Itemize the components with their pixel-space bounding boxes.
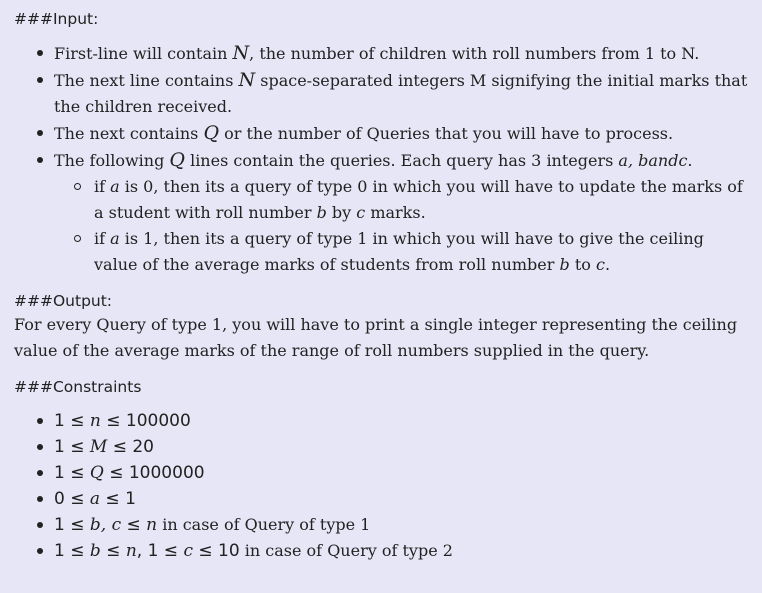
- math-var: c: [356, 203, 366, 222]
- item-text: or the number of Queries that you will have to process.: [219, 124, 674, 143]
- output-heading: ###Output:: [14, 292, 113, 310]
- constraint-text: ≤ 1: [100, 489, 136, 509]
- math-var: b: [89, 541, 101, 561]
- math-var: M: [89, 437, 108, 457]
- math-var: a: [89, 489, 101, 509]
- math-var: a: [110, 229, 120, 248]
- input-item-marks: [14, 67, 750, 120]
- query-type-1: [54, 226, 750, 278]
- constraints-heading: ###Constraints: [14, 378, 142, 396]
- constraint-text: 1 ≤: [54, 515, 90, 535]
- item-text: is 1, then its a query of type 1 in which you will have to give the ceiling value of the average marks of students from roll number: [94, 229, 704, 274]
- constraint-bc-type2: [14, 538, 750, 564]
- item-text: is 0, then its a query of type 0 in which you will have to update the marks of a student with roll number: [94, 177, 743, 222]
- input-heading: ###Input:: [14, 10, 99, 28]
- constraint-text: 1 ≤: [54, 463, 90, 483]
- constraint-text: 1 ≤: [54, 411, 90, 431]
- constraint-text: , 1 ≤: [136, 541, 184, 561]
- item-text: The next line contains: [54, 71, 239, 90]
- item-text: if: [94, 177, 111, 196]
- constraint-bc-type1: [14, 512, 750, 538]
- query-types-list: [54, 174, 750, 278]
- constraint-n: [14, 408, 750, 434]
- math-var: c: [183, 541, 193, 561]
- item-text: marks.: [365, 203, 426, 222]
- constraint-text: ≤ 1000000: [103, 463, 205, 483]
- item-text: , the number of children with roll numbers from 1 to N.: [249, 44, 700, 63]
- item-text: lines contain the queries. Each query has 3 integers: [184, 151, 619, 170]
- output-description: For every Query of type 1, you will have to print a single integer representing the ceiling value of the average marks of the range of roll numbers supplied in the query.: [14, 315, 738, 360]
- constraint-text: 1 ≤: [54, 541, 90, 561]
- input-item-queries: [14, 147, 750, 278]
- constraint-text: in case of Query of type 1: [157, 515, 371, 534]
- item-text: The following: [54, 151, 170, 170]
- item-text: First-line will contain: [54, 44, 233, 63]
- constraint-text: ≤ 100000: [100, 411, 191, 431]
- math-var: Q: [203, 122, 220, 144]
- math-var: b, c: [89, 515, 122, 535]
- item-text: to: [569, 255, 596, 274]
- item-text: The next contains: [54, 124, 204, 143]
- item-text: by: [326, 203, 357, 222]
- constraint-text: ≤: [100, 541, 126, 561]
- constraints-list: [14, 408, 750, 564]
- constraint-text: ≤: [121, 515, 147, 535]
- math-var: b: [559, 255, 570, 274]
- math-var: a: [110, 177, 120, 196]
- item-text: if: [94, 229, 111, 248]
- constraint-q: [14, 460, 750, 486]
- constraint-a: [14, 486, 750, 512]
- constraint-text: in case of Query of type 2: [239, 541, 453, 560]
- math-var: n: [146, 515, 158, 535]
- input-item-queries-count: [14, 120, 750, 147]
- constraint-text: ≤ 10: [193, 541, 240, 561]
- math-var: b: [316, 203, 327, 222]
- math-var: n: [89, 411, 101, 431]
- constraint-text: 0 ≤: [54, 489, 90, 509]
- math-var: N: [232, 42, 250, 64]
- input-item-count: [14, 40, 750, 67]
- item-text: .: [604, 255, 611, 274]
- math-var: a, bandc: [618, 151, 688, 170]
- item-text: space-separated integers M signifying the initial marks that the children received.: [54, 71, 748, 116]
- math-var: Q: [169, 149, 185, 171]
- constraint-text: 1 ≤: [54, 437, 90, 457]
- math-var: Q: [89, 463, 104, 483]
- math-var: n: [125, 541, 137, 561]
- constraint-text: ≤ 20: [107, 437, 154, 457]
- constraint-m: [14, 434, 750, 460]
- item-text: .: [687, 151, 693, 170]
- query-type-0: [54, 174, 750, 226]
- math-var: c: [595, 255, 605, 274]
- input-list: [14, 40, 750, 278]
- math-var: N: [238, 69, 256, 91]
